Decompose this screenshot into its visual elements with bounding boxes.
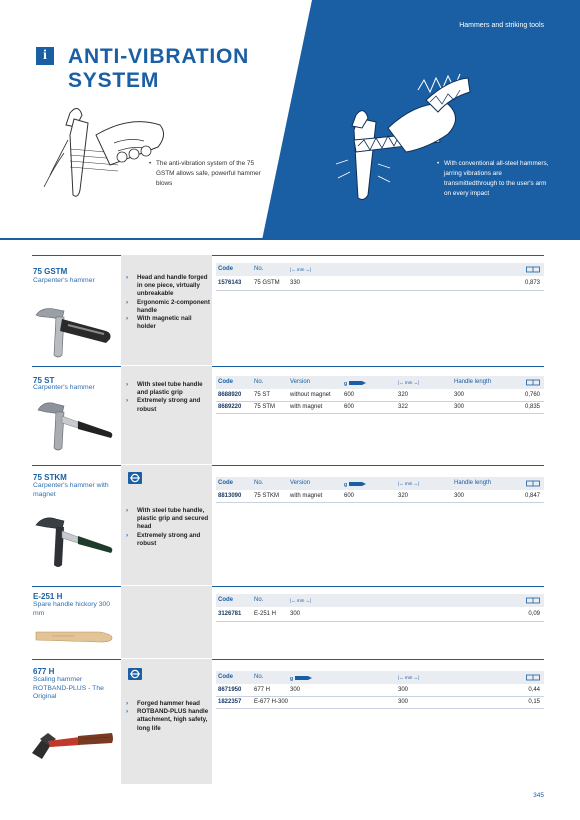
cell-length: 322 xyxy=(398,404,409,410)
cell-handle-length: 300 xyxy=(454,392,465,398)
rotband-logo-icon xyxy=(128,472,142,484)
row-divider xyxy=(216,401,544,402)
cell-length: 300 xyxy=(290,611,301,617)
feature-text: With magnetic nail holder xyxy=(137,315,192,331)
column-no: No. xyxy=(254,266,264,272)
product-description: Spare handle hickory 300 mm xyxy=(33,601,111,617)
bullet-icon: • xyxy=(149,160,152,167)
package-icon xyxy=(526,597,540,604)
cell-no: 75 STM xyxy=(254,404,276,410)
section-divider xyxy=(32,586,544,587)
features-panel xyxy=(121,366,212,464)
cell-weight: 0,835 xyxy=(524,404,540,410)
caption-text: The anti-vibration system of the 75 GSTM allows safe, powerful hammer blows xyxy=(156,160,261,187)
feature-list xyxy=(121,507,212,548)
cell-weight-g: 300 xyxy=(290,687,301,693)
cell-version: with magnet xyxy=(290,493,323,499)
chevron-right-icon: › xyxy=(126,708,129,716)
section-divider xyxy=(32,659,544,660)
chevron-right-icon: › xyxy=(126,315,129,323)
length-icon: |↔ mm ↔| xyxy=(290,598,312,603)
table-header xyxy=(216,671,544,684)
product-table xyxy=(216,263,544,303)
product-section xyxy=(0,366,580,464)
cell-no: E-677 H-300 xyxy=(254,699,289,705)
column-no: No. xyxy=(254,674,264,680)
rotband-logo-icon xyxy=(128,668,142,680)
row-divider xyxy=(216,413,544,414)
header-divider xyxy=(0,238,580,240)
cell-weight: 0,760 xyxy=(524,392,540,398)
column-code: Code xyxy=(218,597,233,603)
cell-length: 300 xyxy=(398,699,409,705)
features-panel xyxy=(121,586,212,658)
cell-code: 8689220 xyxy=(218,404,242,410)
feature-item xyxy=(121,397,212,413)
cell-code: 8671950 xyxy=(218,687,242,693)
cell-code: 8813090 xyxy=(218,493,242,499)
cell-length: 320 xyxy=(398,392,409,398)
column-no: No. xyxy=(254,379,264,385)
cell-weight: 0,873 xyxy=(524,280,540,286)
feature-item xyxy=(121,315,212,331)
section-divider xyxy=(32,366,544,367)
cell-length: 320 xyxy=(398,493,409,499)
cell-length: 300 xyxy=(398,687,409,693)
chevron-right-icon: › xyxy=(126,700,129,707)
feature-item xyxy=(121,381,212,397)
hammer-image xyxy=(30,727,114,775)
table-header xyxy=(216,263,544,276)
column-version: Version xyxy=(290,379,311,385)
feature-text: Forged hammer head xyxy=(137,700,200,707)
feature-list xyxy=(121,700,212,733)
length-icon: |↔ mm ↔| xyxy=(398,481,420,486)
chevron-right-icon: › xyxy=(126,274,129,281)
product-description: Carpenter's hammer with magnet xyxy=(33,482,109,498)
svg-text:g: g xyxy=(344,482,348,487)
column-code: Code xyxy=(218,266,233,272)
row-divider xyxy=(216,696,544,697)
cell-weight-g: 600 xyxy=(344,404,355,410)
cell-code: 1822357 xyxy=(218,699,242,705)
cell-no: E-251 H xyxy=(254,611,277,617)
length-icon: |↔ mm ↔| xyxy=(398,675,420,680)
cell-length: 330 xyxy=(290,280,301,286)
product-table xyxy=(216,477,544,517)
table-header xyxy=(216,594,544,607)
length-icon: |↔ mm ↔| xyxy=(290,267,312,272)
category-label: Hammers and striking tools xyxy=(459,22,544,29)
handle-image xyxy=(34,628,114,644)
column-version: Version xyxy=(290,480,311,486)
cell-no: 75 ST xyxy=(254,392,271,398)
section-divider xyxy=(32,255,544,256)
cell-handle-length: 300 xyxy=(454,404,465,410)
product-section xyxy=(0,255,580,365)
row-divider xyxy=(216,290,544,291)
product-table xyxy=(216,376,544,426)
table-header xyxy=(216,376,544,389)
cell-code: 3126781 xyxy=(218,611,242,617)
cell-weight: 0,15 xyxy=(528,699,540,705)
column-code: Code xyxy=(218,379,233,385)
svg-text:g: g xyxy=(344,381,348,386)
feature-item xyxy=(121,700,212,708)
column-code: Code xyxy=(218,674,233,680)
info-icon: i xyxy=(36,47,54,65)
product-name: 677 H xyxy=(33,667,55,676)
page-number: 345 xyxy=(533,792,544,799)
product-section xyxy=(0,465,580,585)
features-panel xyxy=(121,659,212,784)
feature-list xyxy=(121,274,212,331)
column-code: Code xyxy=(218,480,233,486)
feature-text: With steel tube handle, plastic grip and secured head xyxy=(137,507,209,531)
chevron-right-icon: › xyxy=(126,507,129,514)
cell-weight: 0,44 xyxy=(528,687,540,693)
caption-anti-vibration xyxy=(149,159,266,189)
caption-text: With conventional all-steel hammers, jarring vibrations are transmittedthrough to the user's arm on every impact xyxy=(444,160,549,197)
feature-text: With steel tube handle and plastic grip xyxy=(137,381,203,397)
cell-no: 677 H xyxy=(254,687,271,693)
row-divider xyxy=(216,621,544,622)
feature-text: ROTBAND-PLUS handle attachment, high safety, long life xyxy=(137,708,209,732)
features-panel xyxy=(121,465,212,585)
feature-text: Extremely strong and robust xyxy=(137,397,201,413)
feature-text: Extremely strong and robust xyxy=(137,531,201,547)
package-icon xyxy=(526,480,540,487)
cell-weight-g: 600 xyxy=(344,493,355,499)
row-divider xyxy=(216,502,544,503)
chevron-right-icon: › xyxy=(126,397,129,405)
feature-text: Head and handle forged in one piece, virtually unbreakable xyxy=(137,274,208,298)
table-header xyxy=(216,477,544,490)
product-name: 75 ST xyxy=(33,376,55,385)
feature-text: Ergonomic 2-component handle xyxy=(137,298,210,314)
page-title: ANTI-VIBRATION SYSTEM xyxy=(68,45,250,92)
column-handle-length: Handle length xyxy=(454,480,492,486)
product-name: 75 STKM xyxy=(33,473,67,482)
chevron-right-icon: › xyxy=(126,381,129,388)
product-table xyxy=(216,594,544,634)
cell-handle-length: 300 xyxy=(454,493,465,499)
section-divider xyxy=(32,465,544,466)
cell-code: 1576143 xyxy=(218,280,242,286)
feature-item xyxy=(121,274,212,299)
bullet-icon: • xyxy=(437,160,440,167)
hammer-image xyxy=(34,303,114,363)
anti-vibration-illustration xyxy=(40,95,170,205)
cell-version: with magnet xyxy=(290,404,323,410)
product-description: Carpenter's hammer xyxy=(33,384,95,391)
features-panel xyxy=(121,255,212,365)
hammer-image xyxy=(34,513,114,573)
column-no: No. xyxy=(254,597,264,603)
header-banner xyxy=(0,0,580,240)
cell-weight: 0,09 xyxy=(528,611,540,617)
cell-code: 8688920 xyxy=(218,392,242,398)
cell-weight: 0,847 xyxy=(524,493,540,499)
weight-icon xyxy=(344,481,366,487)
product-description: Scaling hammer ROTBAND-PLUS - The Original xyxy=(33,676,104,700)
cell-version: without magnet xyxy=(290,392,331,398)
product-section xyxy=(0,586,580,658)
chevron-right-icon: › xyxy=(126,531,129,539)
product-section xyxy=(0,659,580,784)
product-name: E-251 H xyxy=(33,592,63,601)
caption-conventional xyxy=(437,159,554,199)
package-icon xyxy=(526,379,540,386)
cell-no: 75 GSTM xyxy=(254,280,280,286)
column-no: No. xyxy=(254,480,264,486)
product-name: 75 GSTM xyxy=(33,267,68,276)
feature-list xyxy=(121,381,212,414)
feature-item xyxy=(121,299,212,315)
svg-text:g: g xyxy=(290,676,294,681)
package-icon xyxy=(526,266,540,273)
feature-item xyxy=(121,532,212,548)
weight-icon xyxy=(344,380,366,386)
row-divider xyxy=(216,708,544,709)
product-description: Carpenter's hammer xyxy=(33,277,95,284)
chevron-right-icon: › xyxy=(126,298,129,306)
cell-no: 75 STKM xyxy=(254,493,280,499)
length-icon: |↔ mm ↔| xyxy=(398,380,420,385)
feature-item xyxy=(121,507,212,532)
cell-weight-g: 600 xyxy=(344,392,355,398)
hammer-image xyxy=(34,396,114,456)
column-handle-length: Handle length xyxy=(454,379,492,385)
package-icon xyxy=(526,674,540,681)
product-table xyxy=(216,671,544,721)
weight-icon xyxy=(290,675,312,681)
feature-item xyxy=(121,708,212,733)
